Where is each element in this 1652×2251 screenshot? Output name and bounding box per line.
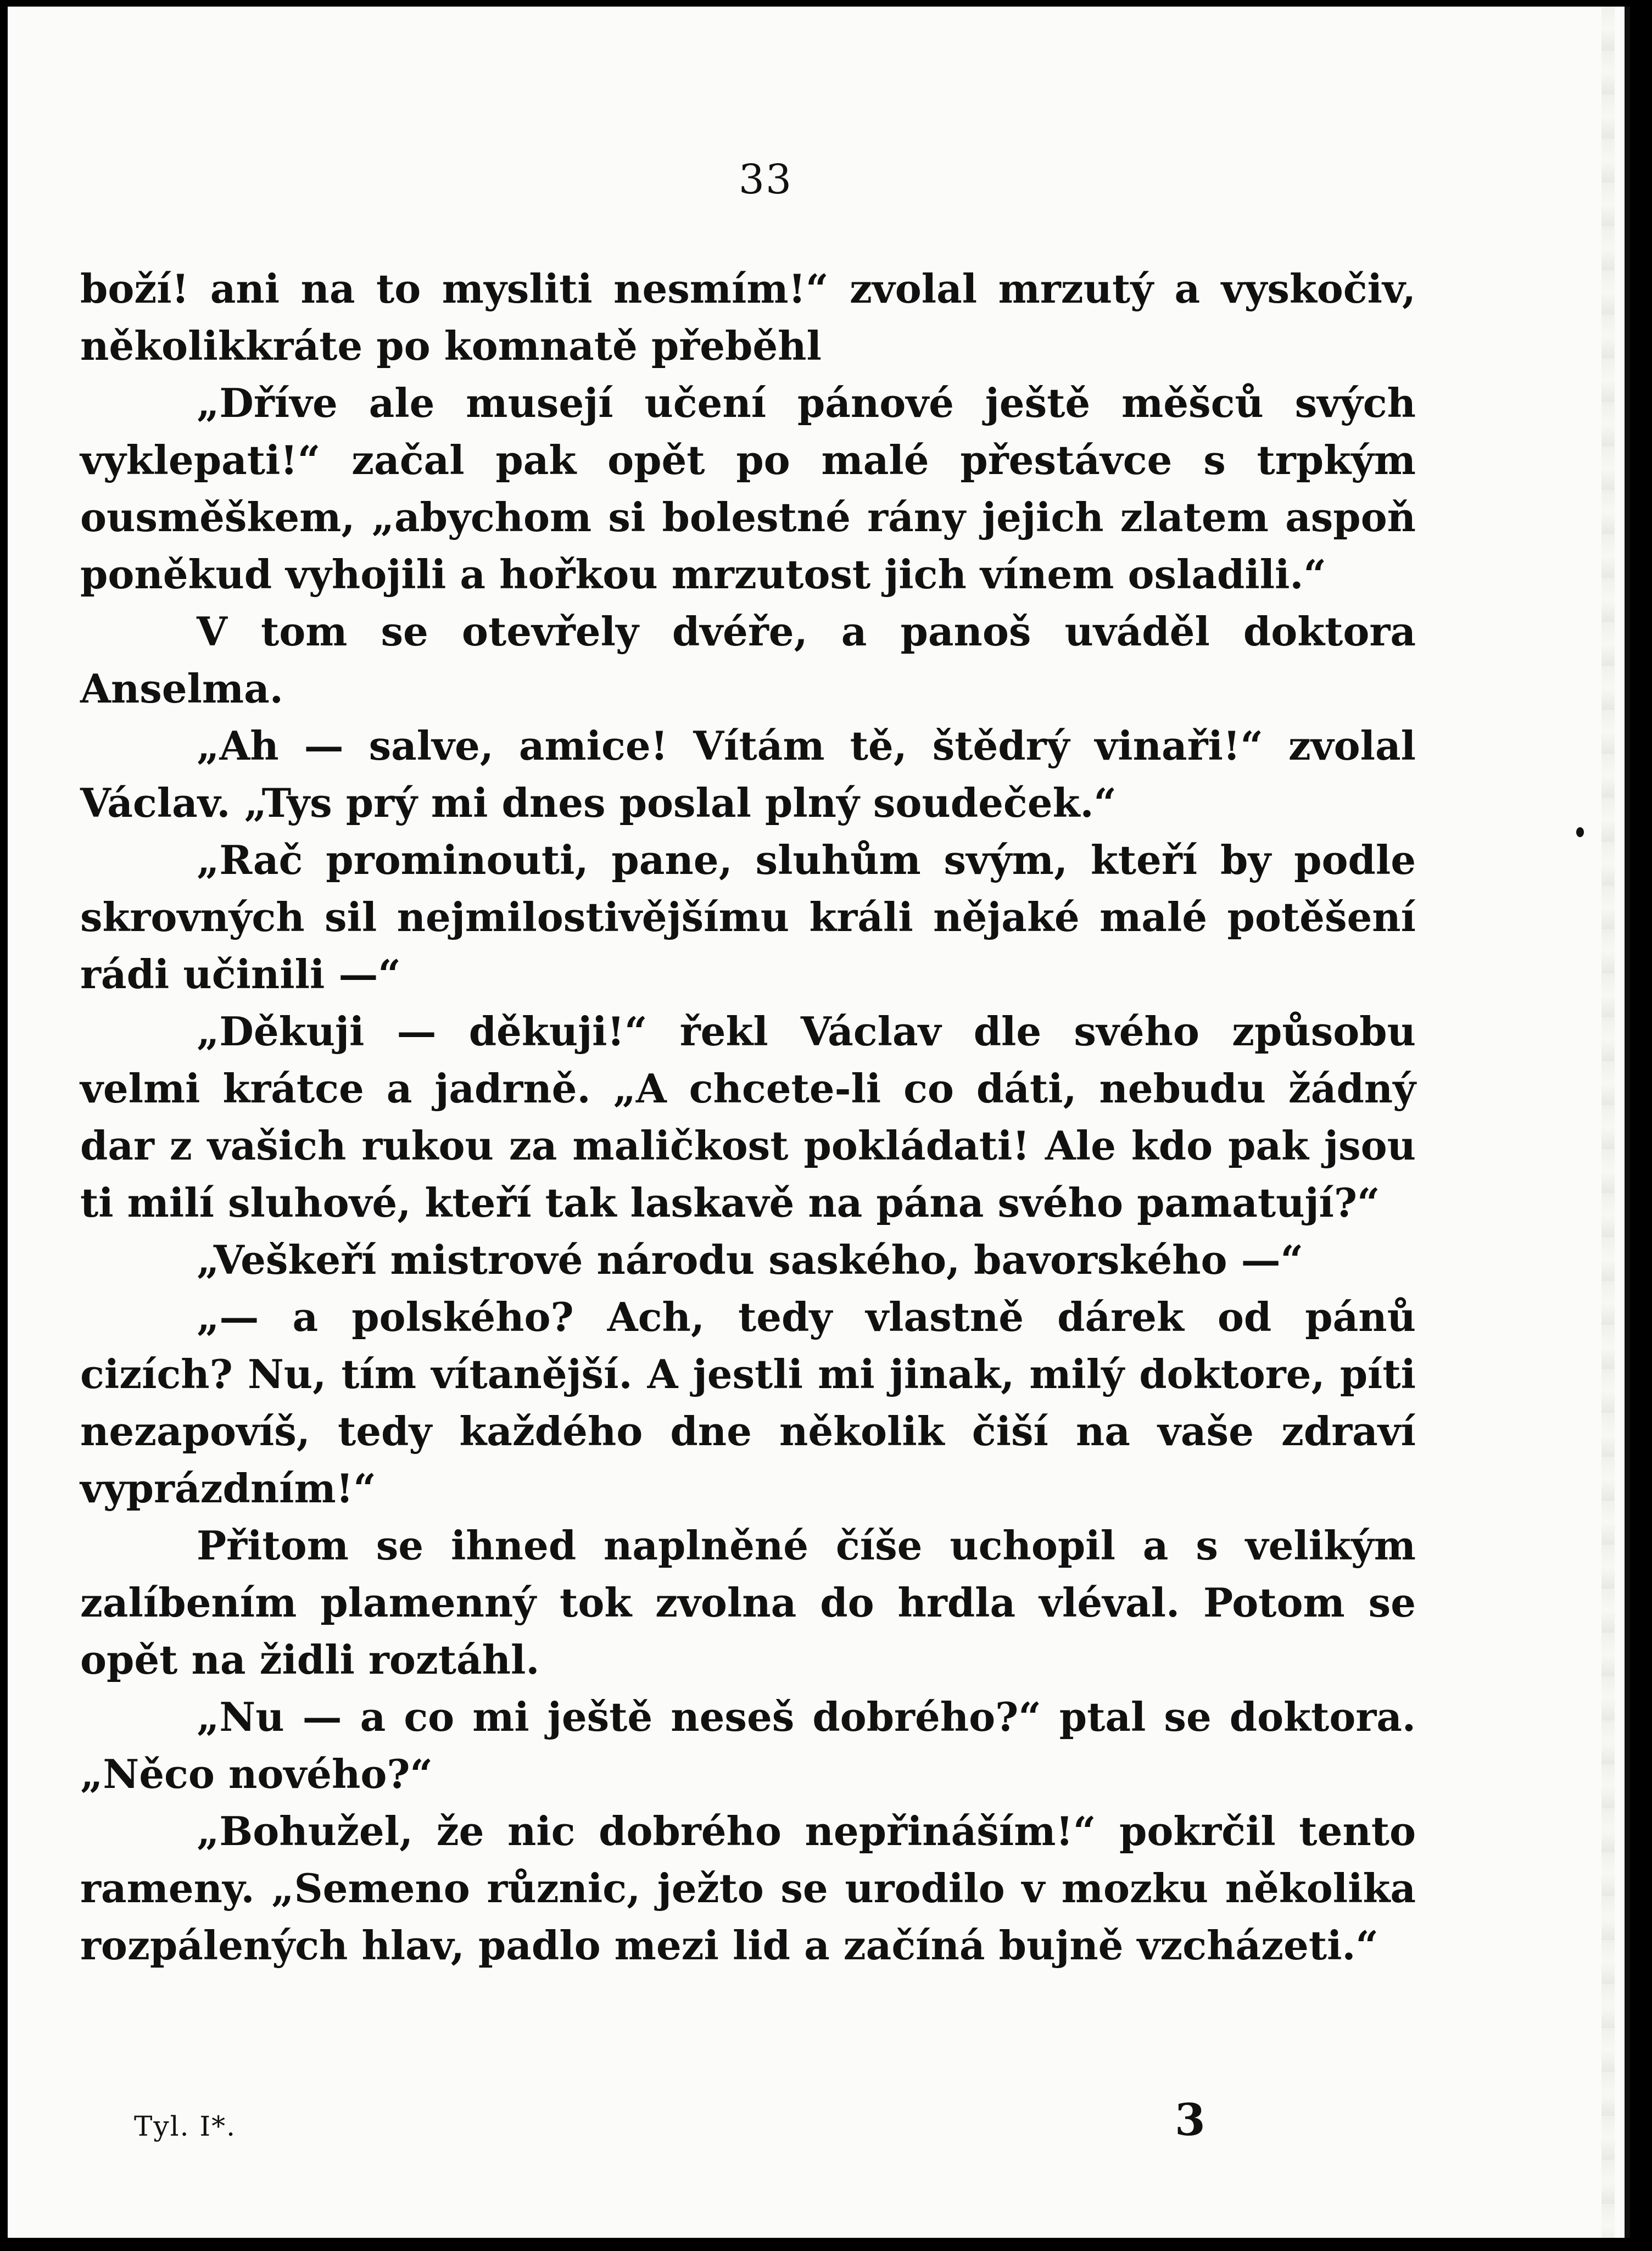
ink-speck <box>1576 827 1584 837</box>
paragraph: „Veškeří mistrové národu saského, bavorského —“ <box>197 1236 1303 1283</box>
paragraph: „Ah — salve, amice! Vítám tě, štědrý vinaři!“ zvolal Václav. „Tys prý mi dnes poslal plný soudeček.“ <box>80 722 1416 826</box>
page-footer <box>134 2094 1232 2154</box>
paragraph: „— a polského? Ach, tedy vlastně dárek od pánů cizích? Nu, tím vítanější. A jestli mi jinak, milý doktore, píti nezapovíš, tedy každého dne několik čiší na vaše zdraví vyprázdním!“ <box>80 1294 1416 1512</box>
paragraph: „Děkuji — děkuji!“ řekl Václav dle svého způsobu velmi krátce a jadrně. „A chcete-li co dáti, nebudu žádný dar z vašich rukou za maličkost pokládati! Ale kdo pak jsou ti milí sluhové, kteří tak laskavě na pána svého pamatují?“ <box>80 1008 1416 1226</box>
paragraph: V tom se otevřely dvéře, a panoš uváděl doktora Anselma. <box>80 608 1416 712</box>
paragraph: „Bohužel, že nic dobrého nepřináším!“ pokrčil tento rameny. „Semeno různic, ježto se urodilo v mozku několika rozpálených hlav, padlo mezi lid a začíná bujně vzcházeti.“ <box>80 1808 1416 1969</box>
paragraph: boží! ani na to mysliti nesmím!“ zvolal mrzutý a vyskočiv, několikkráte po komnatě přeběhl <box>80 265 1416 369</box>
page-number: 33 <box>738 156 793 203</box>
paragraph: „Rač prominouti, pane, sluhům svým, kteří by podle skrovných sil nejmilostivějšímu králi nějaké malé potěšení rádi učinili —“ <box>80 837 1416 998</box>
body-text <box>80 260 1416 1974</box>
paragraph: Přitom se ihned naplněné číše uchopil a s velikým zalíbením plamenný tok zvolna do hrdla vléval. Potom se opět na židli roztáhl. <box>80 1522 1416 1683</box>
book-page <box>8 7 1630 2238</box>
printer-signature: Tyl. I*. <box>134 2110 237 2142</box>
sheet-number: 3 <box>1175 2094 1205 2146</box>
paragraph: „Nu — a co mi ještě neseš dobrého?“ ptal se doktora. „Něco nového?“ <box>80 1693 1416 1797</box>
paragraph: „Dříve ale musejí učení pánové ještě měšců svých vyklepati!“ začal pak opět po malé přestávce s trpkým ousměškem, „abychom si bolestné rány jejich zlatem aspoň poněkud vyhojili a hořkou mrzutost jich vínem osladili.“ <box>80 380 1416 598</box>
